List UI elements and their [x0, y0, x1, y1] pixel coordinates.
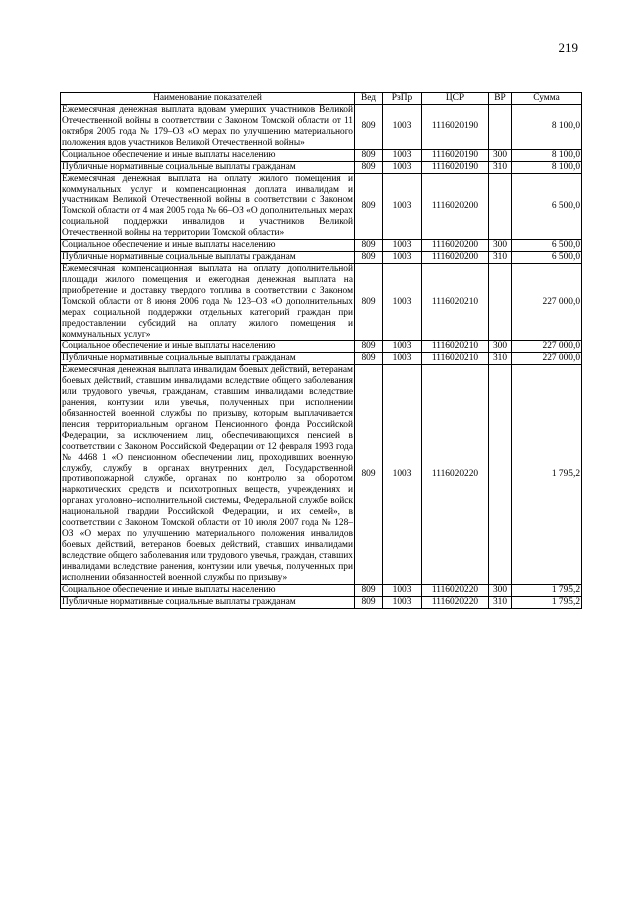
table-body — [61, 105, 582, 609]
row-sum: 227 000,0 — [512, 264, 582, 341]
row-sum: 6 500,0 — [512, 240, 582, 252]
row-ved: 809 — [355, 252, 383, 264]
row-vr: 310 — [489, 161, 512, 173]
row-rzpr: 1003 — [383, 252, 422, 264]
row-name: Публичные нормативные социальные выплаты гражданам — [61, 353, 355, 365]
row-sum: 227 000,0 — [512, 341, 582, 353]
table-row — [61, 353, 582, 365]
row-ved: 809 — [355, 173, 383, 239]
row-sum: 1 795,2 — [512, 596, 582, 608]
row-csr: 1116020200 — [422, 173, 489, 239]
row-ved: 809 — [355, 596, 383, 608]
row-name: Публичные нормативные социальные выплаты гражданам — [61, 252, 355, 264]
row-name: Социальное обеспечение и иные выплаты населению — [61, 240, 355, 252]
table-row — [61, 161, 582, 173]
row-ved: 809 — [355, 365, 383, 584]
header-csr: ЦСР — [422, 93, 489, 105]
table-row — [61, 596, 582, 608]
row-vr: 310 — [489, 252, 512, 264]
row-ved: 809 — [355, 341, 383, 353]
row-vr — [489, 173, 512, 239]
row-sum: 1 795,2 — [512, 584, 582, 596]
row-csr: 1116020190 — [422, 161, 489, 173]
header-name: Наименование показателей — [61, 93, 355, 105]
row-csr: 1116020190 — [422, 105, 489, 150]
header-rzpr: РзПр — [383, 93, 422, 105]
row-sum: 1 795,2 — [512, 365, 582, 584]
table-row — [61, 341, 582, 353]
budget-table — [60, 92, 582, 609]
row-ved: 809 — [355, 105, 383, 150]
row-vr: 300 — [489, 341, 512, 353]
table-row — [61, 149, 582, 161]
row-sum: 8 100,0 — [512, 105, 582, 150]
row-ved: 809 — [355, 584, 383, 596]
row-rzpr: 1003 — [383, 365, 422, 584]
row-name: Ежемесячная денежная выплата вдовам умерших участников Великой Отечественной войны в соответствии с Законом Томской области от 11 октября 2005 года № 179–ОЗ «О мерах по улучшению материального положения вдов участников Великой Отечественной войны» — [62, 105, 353, 148]
table-row — [61, 252, 582, 264]
row-sum: 6 500,0 — [512, 173, 582, 239]
row-csr: 1116020220 — [422, 596, 489, 608]
row-vr — [489, 365, 512, 584]
row-csr: 1116020200 — [422, 252, 489, 264]
row-csr: 1116020210 — [422, 341, 489, 353]
row-sum: 227 000,0 — [512, 353, 582, 365]
row-name: Социальное обеспечение и иные выплаты населению — [61, 341, 355, 353]
row-sum: 6 500,0 — [512, 252, 582, 264]
row-ved: 809 — [355, 240, 383, 252]
row-name: Публичные нормативные социальные выплаты гражданам — [61, 596, 355, 608]
table-row — [61, 584, 582, 596]
row-vr: 310 — [489, 596, 512, 608]
row-vr: 300 — [489, 584, 512, 596]
row-rzpr: 1003 — [383, 149, 422, 161]
row-vr — [489, 264, 512, 341]
row-vr — [489, 105, 512, 150]
row-vr: 300 — [489, 149, 512, 161]
row-rzpr: 1003 — [383, 161, 422, 173]
row-name: Ежемесячная компенсационная выплата на оплату дополнительной площади жилого помещения и ежегодная денежная выплата на приобретение и доставку твердого топлива в соответствии с Законом Томской области от 8 июня 2006 года № 123–ОЗ «О дополнительных мерах социальной поддержки отдельных категорий граждан при предоставлении субсидий на оплату жилого помещения и коммунальных услуг» — [62, 264, 353, 340]
row-rzpr: 1003 — [383, 264, 422, 341]
row-name: Публичные нормативные социальные выплаты гражданам — [61, 161, 355, 173]
row-name: Социальное обеспечение и иные выплаты населению — [61, 149, 355, 161]
row-ved: 809 — [355, 161, 383, 173]
page-number: 219 — [558, 40, 578, 55]
row-ved: 809 — [355, 149, 383, 161]
row-rzpr: 1003 — [383, 353, 422, 365]
row-rzpr: 1003 — [383, 584, 422, 596]
table-row — [61, 173, 582, 239]
row-sum: 8 100,0 — [512, 149, 582, 161]
row-rzpr: 1003 — [383, 596, 422, 608]
header-sum: Сумма — [512, 93, 582, 105]
row-ved: 809 — [355, 264, 383, 341]
header-ved: Вед — [355, 93, 383, 105]
table-row — [61, 105, 582, 150]
row-vr: 310 — [489, 353, 512, 365]
row-name: Ежемесячная денежная выплата инвалидам боевых действий, ветеранам боевых действий, ставшим инвалидами вследствие общего заболевания или трудового увечья, гражданам, ставшим инвалидами вследствие ранения, контузии или увечья, полученных при исполнении обязанностей военной службы по призыву, которым выплачивается пенсия территориальным органом Пенсионного фонда Российской Федерации, за исключением лиц, обеспечивающихся пенсией в соответствии с Законом Российской Федерации от 12 февраля 1993 года № 4468 1 «О пенсионном обеспечении лиц, проходивших военную службу, службу в органах внутренних дел, Государственной противопожарной службе, органах по контролю за оборотом наркотических средств и психотропных веществ, учреждениях и органах уголовно–исполнительной системы, Федеральной службе войск национальной гвардии Российской Федерации, и их семей», в соответствии с Законом Томской области от 10 июля 2007 года № 128–ОЗ «О мерах по улучшению материального положения инвалидов боевых действий, ветеранов боевых действий, ставших инвалидами вследствие общего заболевания или трудового увечья, граждан, ставших инвалидами вследствие ранения, контузии или увечья, полученных при исполнении обязанностей военной службы по призыву» — [62, 365, 353, 583]
row-csr: 1116020220 — [422, 584, 489, 596]
row-rzpr: 1003 — [383, 341, 422, 353]
row-csr: 1116020200 — [422, 240, 489, 252]
row-name: Социальное обеспечение и иные выплаты населению — [61, 584, 355, 596]
row-ved: 809 — [355, 353, 383, 365]
row-vr: 300 — [489, 240, 512, 252]
header-row — [61, 93, 582, 105]
row-name: Ежемесячная денежная выплата на оплату жилого помещения и коммунальных услуг и компенсационная доплата инвалидам и участникам Великой Отечественной войны в соответствии с Законом Томской области от 4 мая 2005 года № 66–ОЗ «О дополнительных мерах социальной поддержки инвалидов и участников Великой Отечественной войны на территории Томской области» — [62, 173, 353, 239]
row-csr: 1116020210 — [422, 353, 489, 365]
row-csr: 1116020210 — [422, 264, 489, 341]
row-rzpr: 1003 — [383, 240, 422, 252]
row-rzpr: 1003 — [383, 173, 422, 239]
row-sum: 8 100,0 — [512, 161, 582, 173]
header-vr: ВР — [489, 93, 512, 105]
row-rzpr: 1003 — [383, 105, 422, 150]
row-csr: 1116020220 — [422, 365, 489, 584]
table-row — [61, 264, 582, 341]
row-csr: 1116020190 — [422, 149, 489, 161]
table-header — [61, 93, 582, 105]
table-row — [61, 240, 582, 252]
table-row — [61, 365, 582, 584]
